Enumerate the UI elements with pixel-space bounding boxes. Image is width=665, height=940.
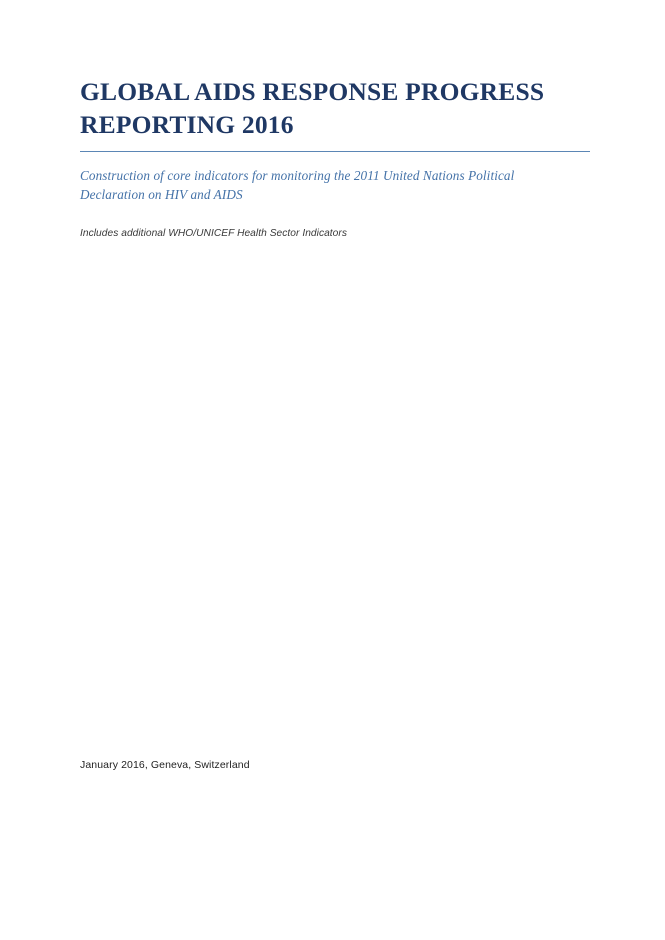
page-title: GLOBAL AIDS RESPONSE PROGRESS REPORTING 2016 bbox=[80, 77, 545, 139]
title-block bbox=[80, 76, 590, 241]
document-footer-date-location: January 2016, Geneva, Switzerland bbox=[80, 759, 250, 771]
document-note: Includes additional WHO/UNICEF Health Sector Indicators bbox=[80, 227, 347, 239]
title-divider bbox=[80, 151, 590, 152]
document-subtitle: Construction of core indicators for monitoring the 2011 United Nations Political Declaration on HIV and AIDS bbox=[80, 168, 515, 203]
